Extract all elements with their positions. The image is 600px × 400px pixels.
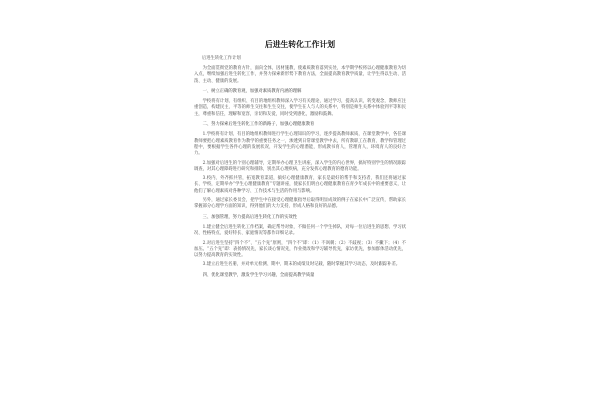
section-heading-3: 三、加强管理，努力提高后进生转化工作的实效性 bbox=[202, 214, 298, 220]
paragraph-item: 2.加强对后进生的个别心理辅导，定期举办心理卫生讲座，深入学生的内心世界，搞好特别学生的情况跟踪调查，对其心理障碍进行研究和排除，别出其心理疾病，充分发挥心理教育的德育功能。 bbox=[194, 160, 406, 172]
section-heading-1: 一、树立正确的教育观，加强对素质教育内涵的理解 bbox=[202, 88, 302, 94]
document-subtitle: 后进生转化工作计划 bbox=[202, 56, 241, 61]
paragraph-intro: 为全面贯彻党的教育方针，面向全体，因材施教，使素质教育落到实处，本学期学校将以心理健康教育为切入点，继续加强后进生转化工作，并努力探索新形势下教育方法，全面提高教育教学质量，让学生得以生动、活泼、主动、健康的发展。 bbox=[194, 66, 406, 84]
paragraph-item: 1.学校将有计划、有目的地组织教师进行学生心理知识的学习，逐步提高教师素质，在课堂教学中，各任课教师要把心理素质教育作为教学的重要任务之一，渗透到日常课堂教学中去，所有教职工在教育、教学和管理过程中，要根据学生各件心理的发展状况，开发学生的心理潜能，形成教书育人，管理育人，环境育人的良好合力。 bbox=[194, 132, 406, 157]
paragraph-item: 3.校内、外齐抓共管，拓宽教育渠道，搞好心理健康教育，家长是最好的帮手和支持者，我们还将通过家长、学校，定期举办“学生心理健康教育”专题讲座，使家长们明白心理健康教育在青少年成长中的重要意义，让他们了解心理素质对各种学习、工作技术与生活的作用与影响。 bbox=[194, 176, 406, 194]
section-heading-4: 四、优化课堂教学，激发学生学习兴趣，全面提高教学质量 bbox=[202, 272, 315, 278]
document-title: 后进生转化工作计划 bbox=[264, 40, 336, 49]
document-page bbox=[194, 40, 406, 395]
paragraph-item: 另外，通过家长委员会，把学生中在接受心理健康指导后取得明显成效的例子在家长中广泛宣传，帮助家长掌握部分心理学方面的知识，得到他们的大力支持，形成人格和良好的品德。 bbox=[194, 198, 406, 210]
paragraph-item: 1.建立健全后进生转化工作档案，确定帮导对象，不做任何一个学生掉队，对每一位后进生的思想、学习状况、性格特点、爱好特长、家庭情况等都作详细记录。 bbox=[194, 224, 406, 237]
paragraph-item: 2.对后进生坚持“四个不”、“五个先”原则，“四个不”即：（1）不讽刺；（2）不歧视；（3）不撇下；（4）不加压。“五个先”即：表扬情况先，家长谈心情况先，作业批改和学习辅导优先，家访优先，参加群体活动优先，以努力提高教育的实效性。 bbox=[194, 240, 406, 259]
section-heading-2: 二、努力探索后进生转化工作的新路子，加强心理健康教育 bbox=[202, 122, 315, 128]
paragraph-section-1: 学校将有计划、有组织、有目的地组织教师深入学习有关理论，通过学习，提高认识，转变观念，教师应注重创造，构建民主、平等的师生交往和生生交往，使学生在人与人的关系中，特别是师生关系中体验到平等和民主，尊重和信任，理解和宽容，亲切和友爱，同时受到感化，激励和鼓舞。 bbox=[194, 99, 406, 117]
paragraph-item: 3.建立后进生名册，并对单元检测、期中、期末的成绩及时记载，随时掌握其学习动态，及时跟踪补差。 bbox=[202, 262, 401, 268]
